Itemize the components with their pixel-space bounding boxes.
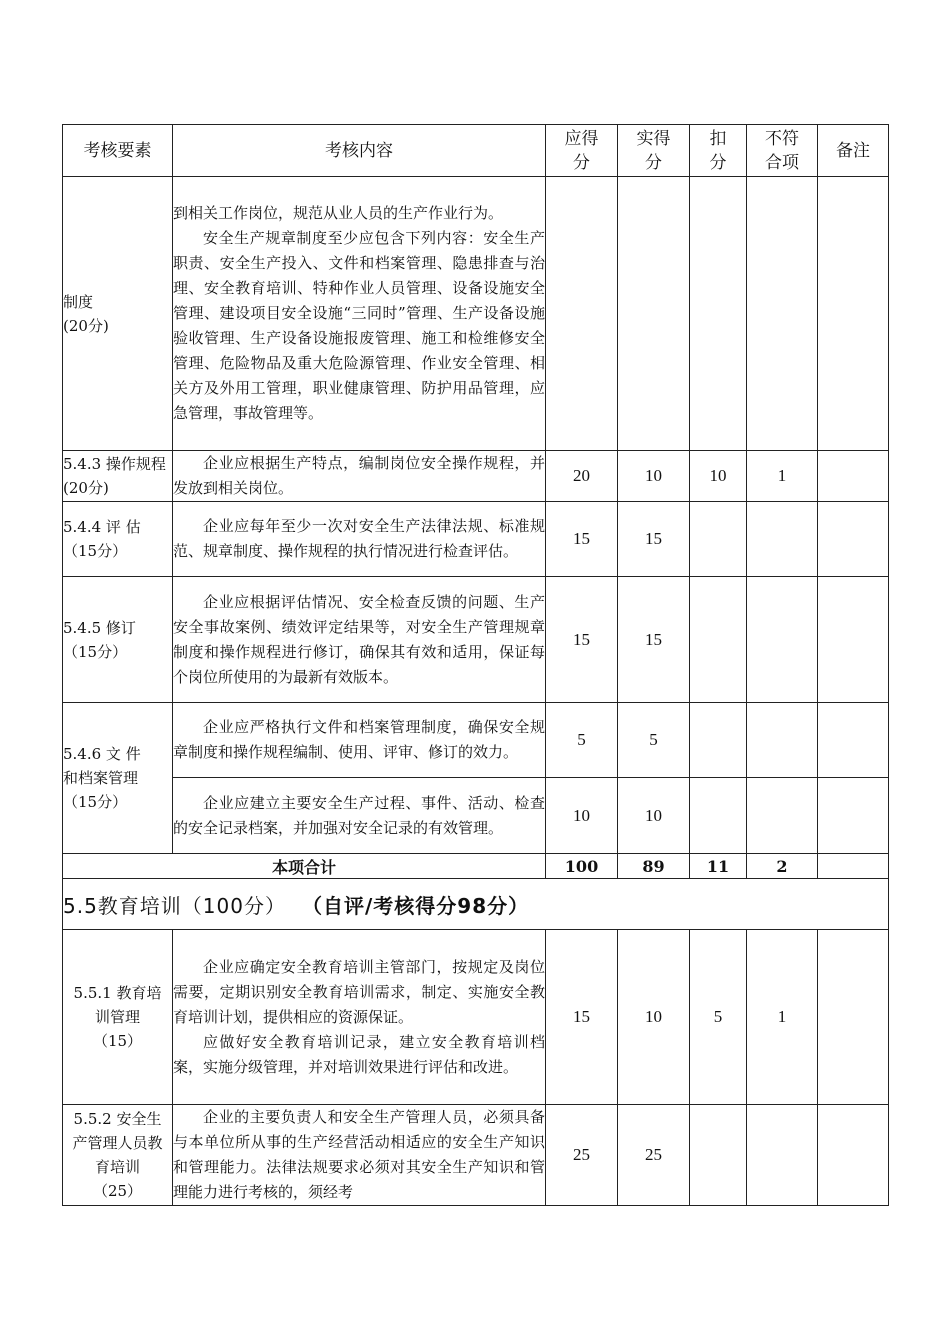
- deduction: [690, 502, 747, 577]
- noncompliance: 1: [747, 930, 818, 1105]
- due-score: 15: [546, 930, 618, 1105]
- table-row: [63, 703, 889, 778]
- total-row: [63, 854, 889, 879]
- total-actual: 89: [618, 854, 690, 879]
- remark: [818, 1105, 889, 1206]
- element-cell: 5.5.1 教育培 训管理 （15）: [63, 930, 173, 1105]
- table-row: [63, 451, 889, 502]
- due-score: 15: [546, 502, 618, 577]
- due-score: 25: [546, 1105, 618, 1206]
- deduction: 5: [690, 930, 747, 1105]
- section-heading: [63, 879, 889, 930]
- content-cell: [173, 778, 546, 854]
- deduction: [690, 177, 747, 451]
- content-cell: [173, 502, 546, 577]
- content-paragraph: 企业应每年至少一次对安全生产法律法规、标准规范、规章制度、操作规程的执行情况进行检查评估。: [173, 517, 545, 560]
- content-paragraph: 企业应根据评估情况、安全检查反馈的问题、生产安全事故案例、绩效评定结果等，对安全生产管理规章制度和操作规程进行修订，确保其有效和适用，保证每个岗位所使用的为最新有效版本。: [173, 592, 545, 686]
- remark: [818, 177, 889, 451]
- element-cell: 5.4.4 评 估 （15分）: [63, 502, 173, 577]
- table-row: [63, 778, 889, 854]
- element-cell: 5.5.2 安全生产管理人员教育培训 （25）: [63, 1105, 173, 1206]
- remark: [818, 451, 889, 502]
- remark: [818, 502, 889, 577]
- content-cell: [173, 177, 546, 451]
- table-row: [63, 930, 889, 1105]
- table-row: [63, 177, 889, 451]
- content-cell: [173, 577, 546, 703]
- content-paragraph: 安全生产规章制度至少应包含下列内容：安全生产职责、安全生产投入、文件和档案管理、隐患排查与治理、安全教育培训、特种作业人员管理、设备设施安全管理、建设项目安全设施“三同时”管理、生产设备设施验收管理、生产设备设施报废管理、施工和检维修安全管理、危险物品及重大危险源管理、作业安全管理、相关方及外用工管理，职业健康管理、防护用品管理，应急管理，事故管理等。: [173, 229, 545, 422]
- total-due: 100: [546, 854, 618, 879]
- element-cell: 5.4.3 操作规程(20分): [63, 451, 173, 502]
- noncompliance: [747, 177, 818, 451]
- table-row: [63, 1105, 889, 1206]
- total-remark: [818, 854, 889, 879]
- remark: [818, 778, 889, 854]
- content-paragraph: 企业应建立主要安全生产过程、事件、活动、检查的安全记录档案，并加强对安全记录的有效管理。: [173, 793, 545, 837]
- assessment-table: [62, 124, 889, 1206]
- section-row: [63, 879, 889, 930]
- header-actual-score: 实得 分: [618, 125, 690, 177]
- element-cell: 制度 (20分): [63, 177, 173, 451]
- noncompliance: 1: [747, 451, 818, 502]
- noncompliance: [747, 1105, 818, 1206]
- content-cell: [173, 703, 546, 778]
- content-cell: [173, 930, 546, 1105]
- remark: [818, 703, 889, 778]
- actual-score: 10: [618, 451, 690, 502]
- header-noncompliance: 不符 合项: [747, 125, 818, 177]
- deduction: [690, 703, 747, 778]
- content-paragraph: 到相关工作岗位，规范从业人员的生产作业行为。: [173, 204, 504, 222]
- content-paragraph: 应做好安全教育培训记录，建立安全教育培训档案，实施分级管理，并对培训效果进行评估和改进。: [173, 1032, 545, 1076]
- due-score: 5: [546, 703, 618, 778]
- deduction: [690, 577, 747, 703]
- due-score: 10: [546, 778, 618, 854]
- actual-score: 15: [618, 502, 690, 577]
- deduction: [690, 778, 747, 854]
- element-cell: 5.4.5 修订 （15分）: [63, 577, 173, 703]
- header-row: [63, 125, 889, 177]
- noncompliance: [747, 703, 818, 778]
- noncompliance: [747, 778, 818, 854]
- table-row: [63, 577, 889, 703]
- total-deduction: 11: [690, 854, 747, 879]
- content-paragraph: 企业应确定安全教育培训主管部门，按规定及岗位需要，定期识别安全教育培训需求，制定、实施安全教育培训计划，提供相应的资源保证。: [173, 957, 545, 1026]
- table-row: [63, 502, 889, 577]
- noncompliance: [747, 577, 818, 703]
- header-deduction: 扣 分: [690, 125, 747, 177]
- due-score: 20: [546, 451, 618, 502]
- due-score: [546, 177, 618, 451]
- noncompliance: [747, 502, 818, 577]
- content-cell: [173, 451, 546, 502]
- total-noncompliance: 2: [747, 854, 818, 879]
- total-label: 本项合计: [63, 854, 546, 879]
- actual-score: 5: [618, 703, 690, 778]
- actual-score: 25: [618, 1105, 690, 1206]
- content-paragraph: 企业应根据生产特点，编制岗位安全操作规程，并发放到相关岗位。: [173, 454, 545, 497]
- remark: [818, 577, 889, 703]
- header-due-score: 应得 分: [546, 125, 618, 177]
- actual-score: 10: [618, 930, 690, 1105]
- remark: [818, 930, 889, 1105]
- content-paragraph: 企业的主要负责人和安全生产管理人员，必须具备与本单位所从事的生产经营活动相适应的安全生产知识和管理能力。法律法规要求必须对其安全生产知识和管理能力进行考核的，须经考: [173, 1108, 545, 1201]
- section-title: 5.5教育培训（100分）: [63, 893, 286, 918]
- element-cell: 5.4.6 文 件 和档案管理 （15分）: [63, 703, 173, 854]
- actual-score: 15: [618, 577, 690, 703]
- deduction: 10: [690, 451, 747, 502]
- header-remark: 备注: [818, 125, 889, 177]
- deduction: [690, 1105, 747, 1206]
- header-element: 考核要素: [63, 125, 173, 177]
- actual-score: [618, 177, 690, 451]
- actual-score: 10: [618, 778, 690, 854]
- header-content: 考核内容: [173, 125, 546, 177]
- due-score: 15: [546, 577, 618, 703]
- section-score: （自评/考核得分98分）: [311, 893, 530, 918]
- content-paragraph: 企业应严格执行文件和档案管理制度，确保安全规章制度和操作规程编制、使用、评审、修订的效力。: [173, 718, 545, 761]
- content-cell: [173, 1105, 546, 1206]
